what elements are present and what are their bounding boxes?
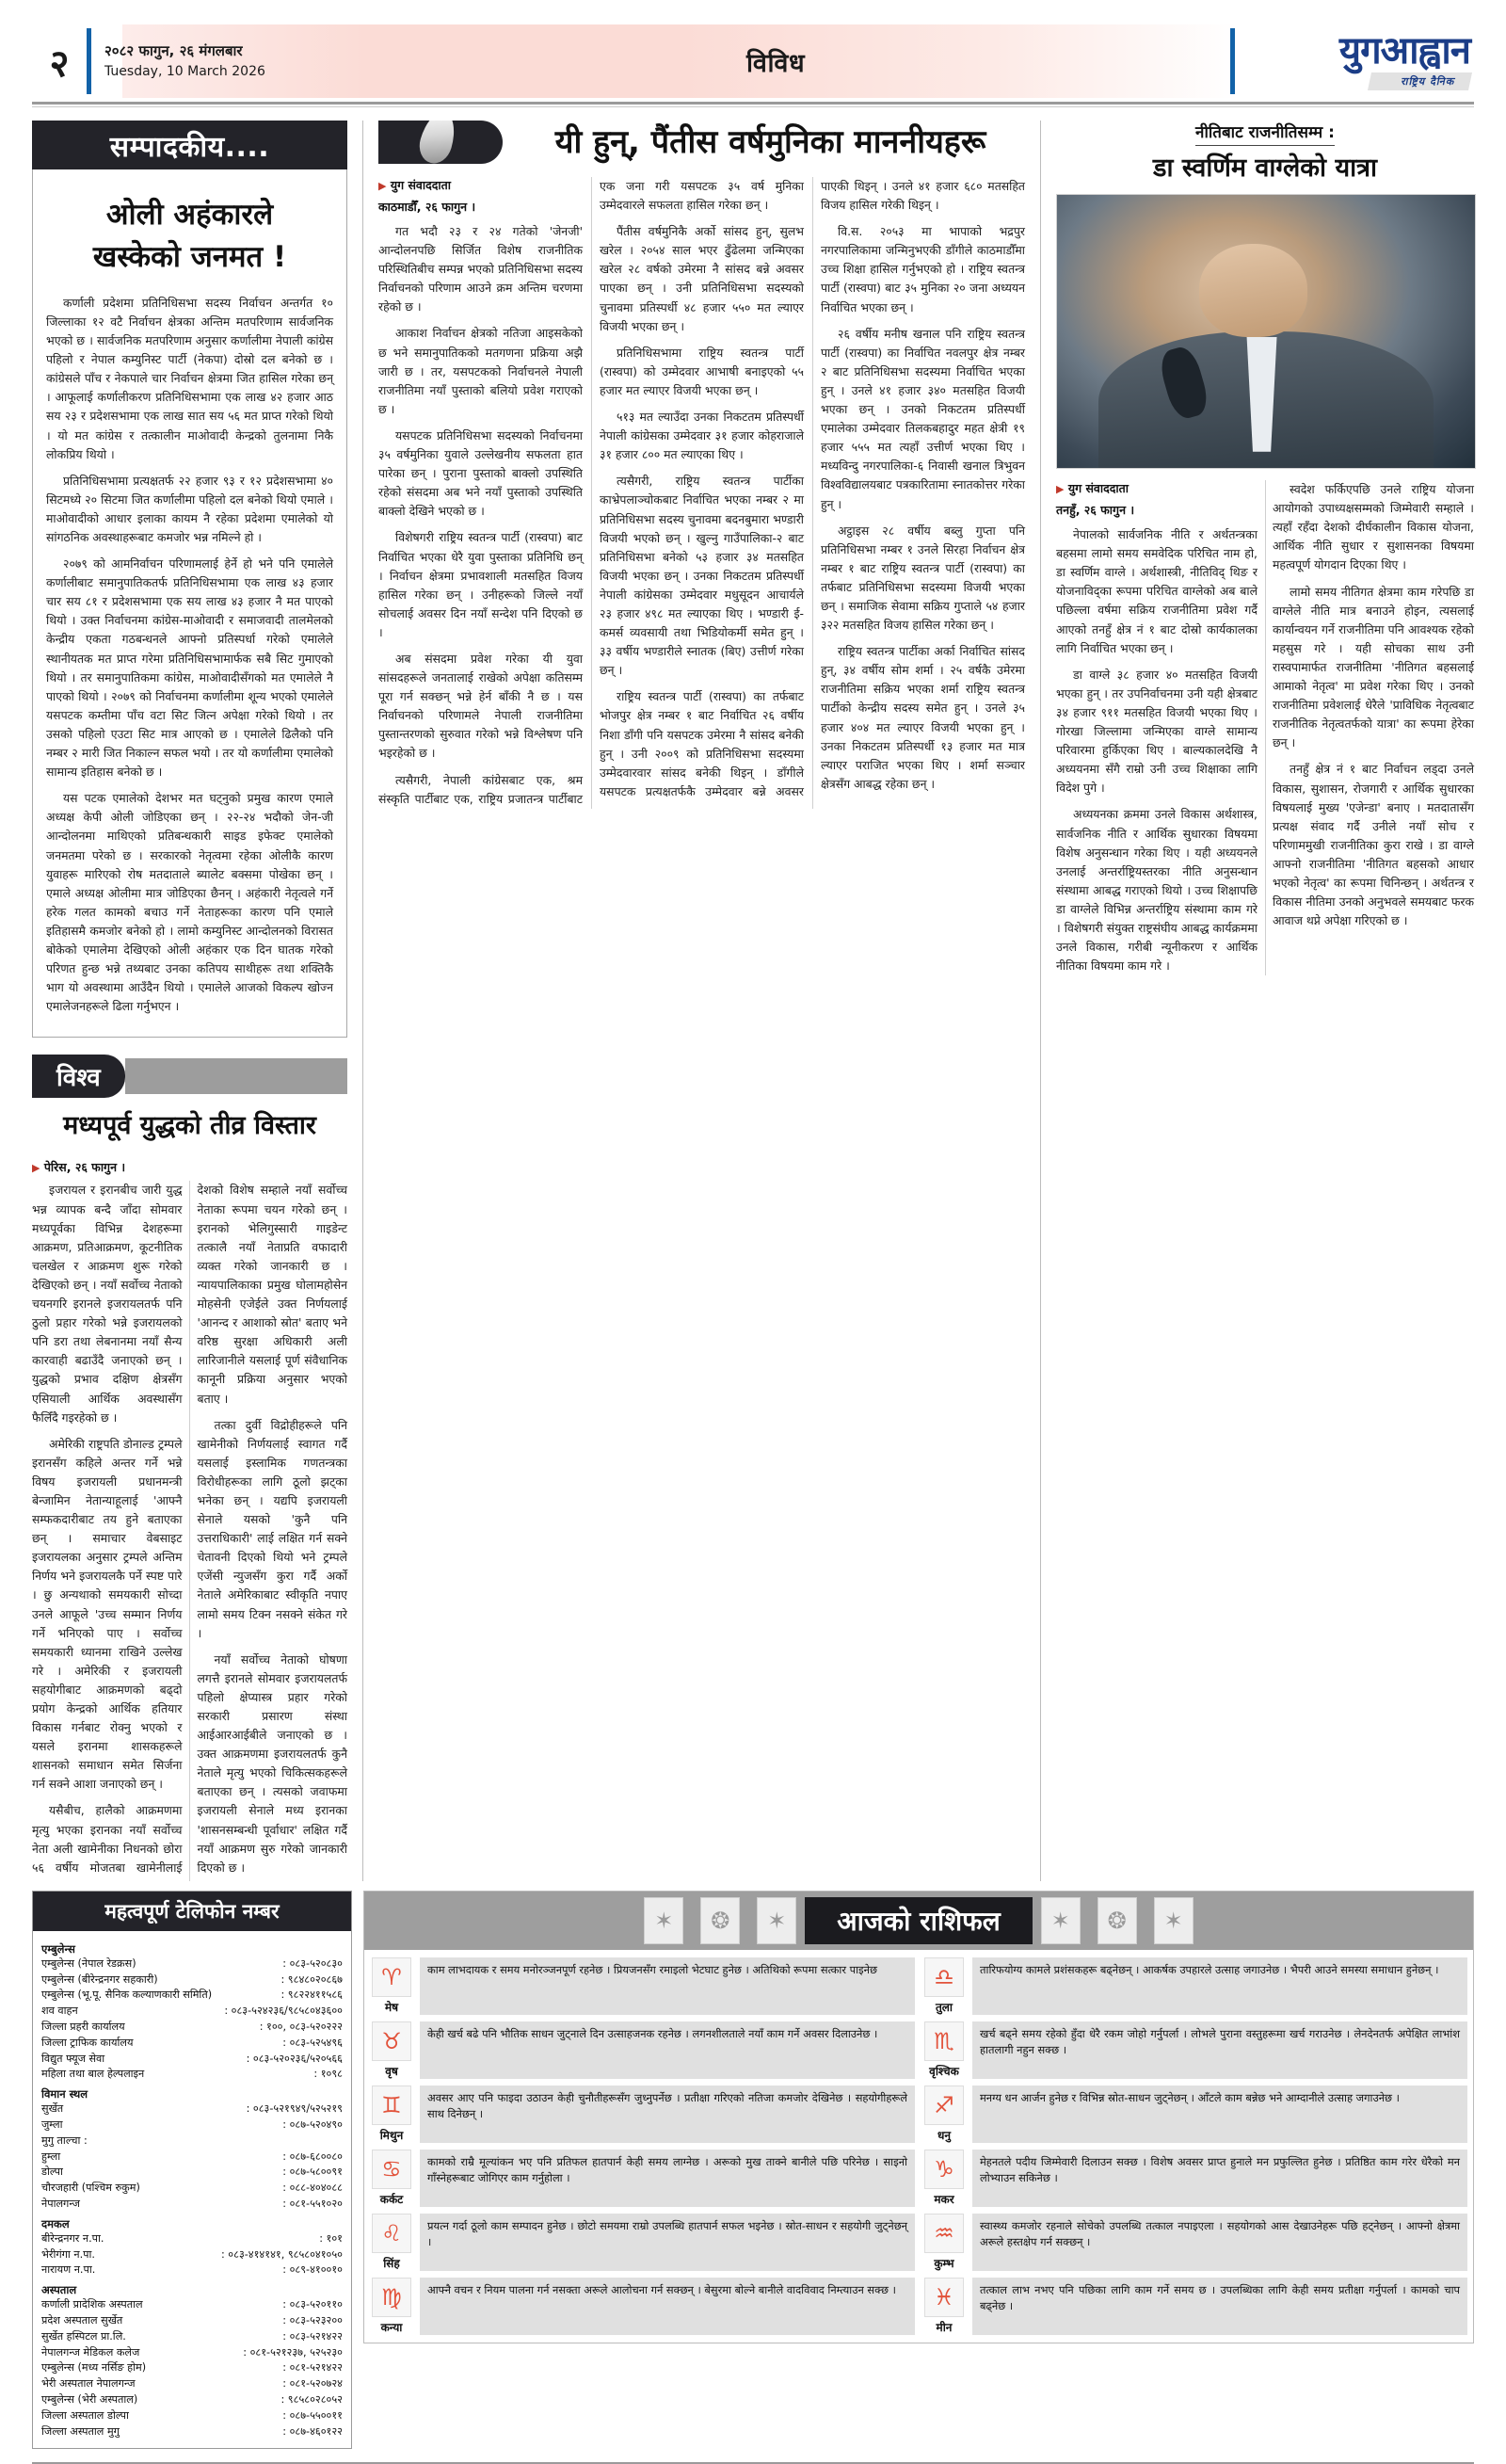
logo-tagline: राष्ट्रिय दैनिक [1368,72,1472,90]
lead-paragraph: राष्ट्रिय स्वतन्त्र पार्टी (रास्वपा) का तर्फबाट भोजपुर क्षेत्र नम्बर १ बाट निर्वाचित २६ वर्षीय निशा डाँगी पनि यसपटक उमेरमा नै सांसद बनेकी हुन् । उनी २००९ को प्रतिनिधिसभा सदस्यमा उम्मेदवारवार सांसद बनेकी थिइन् । डाँगीले यसपटक प्रत्यक्षतर्फकै उम्मेदवार बन्ने अवसर पाएकी थिइन् । उनले ४१ हजार ६८० मतसहित विजय हासिल गरेकी थिइन् । [600,179,1025,798]
bullet-icon: ▶ [32,1162,40,1175]
lead-paragraph: प्रतिनिधिसभामा राष्ट्रिय स्वतन्त्र पार्टी (रास्वपा) को उम्मेदवार आभाषी बनाइएको ५५ हजार मत ल्याएर विजयी भएका छन् । [600,345,804,397]
zodiac-sign-name: मिथुन [379,2128,404,2142]
telephone-number: : ०८७-५५००११ [282,2408,343,2422]
middle-column [363,121,1041,1881]
telephone-name: प्रदेश अस्पताल सुर्खेत [41,2314,123,2327]
telephone-directory-box [32,1891,352,2450]
horoscope-text: आफ्नै वचन र नियम पालना गर्न नसक्ता अरूले आलोचना गर्न सक्छन् । बेसुरमा बोल्ने बानीले वादविवाद निम्त्याउन सक्छ । [420,2278,915,2335]
world-paragraph: तत्का दुर्वी विद्रोहीहरूले पनि खामेनीको निर्णयलाई स्वागत गर्दै यसलाई इस्लामिक गणतन्त्रका विरोधीहरूका लागि ठूलो झट्का भनेका छन् । यद्यपि इजरायली सेनाले यसकाे 'कुनै पनि उत्तराधिकारी' लाई लक्षित गर्न सक्ने चेतावनी दिएको थियो भने ट्रम्पले एजेंसी न्युजसँग कुरा गर्दै अर्को नेताले अमेरिकाबाट स्वीकृति नपाए लामो समय टिक्न नसक्ने संकेत गरे । [197,1417,347,1640]
telephone-number: : ०८१-५५१०२० [282,2198,343,2211]
left-column [32,121,363,1881]
date-english: Tuesday, 10 March 2026 [104,63,265,79]
lead-paragraph: त्यसैगरी, राष्ट्रिय स्वतन्त्र पार्टीका काभ्रेपलाञ्चोकबाट निर्वाचित भएका नम्बर २ मा प्रतिनिधिसभा सदस्य चुनावमा बदनबुमारा भण्डारी विजयी भएको छन् । खुल्नु गाउँपालिका-२ बाट प्रतिनिधिसभा बनेकाे ५३ हजार ३४ मतसहित विजयी भएका छन् । उनका निकटतम प्रतिस्पर्धी नेपाली कांग्रेसका उम्मेदवार मधुसूदन आचार्यले २३ हजार ४९८ मत ल्याएका थिए । भण्डारी ई-कमर्स व्यवसायी तथा भिडियोकर्मी समेत हुन् । ३३ वर्षीय भण्डारीले स्नातक (बिए) उत्तीर्ण गरेका छन् । [600,474,804,678]
telephone-name: सुर्खेत [41,2102,64,2116]
telephone-name: चौरजहारी (पश्चिम रुकुम) [41,2182,140,2195]
telephone-row [41,1973,343,1989]
zodiac-sign [370,2278,413,2335]
section-title: विविध [745,48,806,78]
telephone-row [41,2408,343,2424]
zodiac-sign-name: मीन [936,2320,953,2334]
masthead-rule-thin [32,106,1474,107]
horoscope-text: केही खर्च बढे पनि भौतिक साधन जुट्नाले दिन उत्साहजनक रहनेछ । लगनशीलताले नयाँ काम गर्ने अवसर दिलाउनेछ । [420,2021,915,2079]
editorial-paragraph: प्रतिनिधिसभामा प्रत्यक्षतर्फ २२ हजार ९३ र १२ प्रदेशसभामा ४० सिटमध्ये २० सिटमा जित कर्णालीमा पहिलो दल बनेको थियो एमाले । माओवादीको आधार इलाका कायम नै रहेका प्रदेशमा एमालेको यो सांगठनिक अवस्थाहरूबाट कमजोर भन्न नमिल्ने हो । [46,473,333,544]
horoscope-item [370,2150,915,2207]
telephone-number: : ९८४८०२०८६७ [280,1973,343,1986]
telephone-name: नारायण न.पा. [41,2263,96,2277]
telephone-row [41,2020,343,2036]
right-column [1041,121,1474,1881]
horoscope-grid [364,1950,1473,2343]
telephone-name: मुगु ताल्चा : [41,2134,88,2147]
zodiac-sign-name: सिंह [383,2256,400,2270]
zodiac-sign [370,2086,413,2143]
horoscope-text: स्वास्थ्य कमजोर रहनाले सोचेको उपलब्धि तत्काल नपाइएला । सहयोगको आस देखाउनेहरू पछि हट्नेछन् । आफ्नो क्षेत्रमा अरूले हस्तक्षेप गर्न सक्छन् । [972,2214,1467,2271]
taurus-icon: ♉ [372,2021,411,2061]
telephone-number: : ०८१-५२०७२४ [282,2377,343,2391]
flame-ornament-icon [378,121,503,164]
feature-paragraph: नेपालको सार्वजनिक नीति र अर्थतन्त्रका बहसमा लामो समय समवेदिक परिचित नाम हो, डा स्वर्णिम वाग्ले । अर्थशास्त्री, नीतिविद् थिङ र योजनाविद्का रूपमा परिचित वाग्लेको अब बाले पछिल्ला वर्षमा सक्रिय राजनीतिमा प्रवेश गर्दै आएको तनहुँ क्षेत्र नं १ बाट दोस्रो कार्यकालका लागि निर्वाचित भएका छन् । [1056,527,1258,655]
telephone-number: : ०८३-५२०८३० [282,1957,343,1970]
date-nepali: २०८२ फागुन, २६ मंगलबार [104,42,243,60]
bullet-icon: ▶ [378,180,387,192]
feature-headline: डा स्वर्णिम वाग्लेको यात्रा [1153,153,1377,183]
horoscope-text: तत्काल लाभ नभए पनि पछिका लागि काम गर्ने समय छ । उपलब्धिका लागि केही समय प्रतीक्षा गर्नुपर्ला । कामको चाप बढ्नेछ । [972,2278,1467,2335]
leo-icon: ♌ [372,2214,411,2253]
telephone-number: : ०८८-४०४०८८ [282,2182,343,2195]
telephone-number: : ०८१-५२१२३७, ५२५२३० [243,2345,343,2359]
telephone-number: : ९८२२४११५८६ [280,1989,343,2002]
telephone-row [41,2247,343,2263]
logo-wordmark: युगआह्वान [1338,29,1470,72]
telephone-row [41,1988,343,2004]
lead-byline [378,177,583,193]
zodiac-sign-name: तुला [935,2000,953,2014]
pisces-icon: ♓ [924,2278,964,2317]
telephone-category: दमकल [41,2216,70,2230]
zodiac-sign-name: वृष [385,2064,398,2078]
telephone-row [41,2313,343,2329]
telephone-row [41,2118,343,2134]
world-article-body [32,1181,347,1880]
horoscope-item [922,2150,1467,2207]
mandala-ornament-icon: ✶ [644,1897,683,1944]
telephone-row [41,2004,343,2020]
horoscope-header [364,1892,1473,1950]
telephone-row [41,2052,343,2068]
telephone-number: : ०८९-४१००१० [282,2263,343,2277]
telephone-row [41,2376,343,2392]
telephone-name: बीरेन्द्रनगर न.पा. [41,2231,104,2245]
telephone-number: : १०९८ [313,2068,343,2081]
portrait-head [1199,244,1307,337]
telephone-number: : ०८७-५२०४९० [282,2118,343,2132]
horoscope-column-left [370,1957,915,2335]
zodiac-sign [922,2150,966,2207]
editorial-box [32,169,347,1038]
telephone-number: : ०८७-६८००८० [282,2150,343,2163]
horoscope-item [370,1957,915,2015]
world-banner [32,1055,347,1098]
bullet-icon: ▶ [1056,483,1065,496]
telephone-name: एम्बुलेन्स (बीरेन्द्रनगर सहकारी) [41,1973,158,1986]
editorial-paragraph: कर्णाली प्रदेशमा प्रतिनिधिसभा सदस्य निर्वाचन अन्तर्गत १० जिल्लाका १२ वटै निर्वाचन क्षेत्रका अन्तिम मतपरिणाम सार्वजनिक भएको छ । सार्वजनिक मतपरिणाम अनुसार कर्णालीमा नेपाली कांग्रेस पहिलो र नेपाल कम्युनिस्ट पार्टी (नेकपा) दोस्रो दल बनेको छ । कांग्रेसले पाँच र नेकपाले चार निर्वाचन क्षेत्रमा जित हासिल गरेका छन् । आफूलाई कर्णालीकरण प्रतिनिधिसभामा एक लाख ४२ हजार आठ सय २३ र प्रदेशसभामा एक लाख सात सय ५६ मत प्राप्त गरेको थियो । यो मत कांग्रेस र तत्कालीन माओवादी केन्द्रको तुलनामा निकै लोकप्रिय थियो । [46,295,333,461]
telephone-name: एम्बुलेन्स (भू.पू. सैनिक कल्याणकारी समिति) [41,1989,213,2002]
world-paragraph: इजरायल र इरानबीच जारी युद्ध भन्न व्यापक बन्दै जाँदा सोमवार मध्यपूर्वका विभिन्न देशहरूमा आक्रमण, प्रतिआक्रमण, कूटनीतिक चलखेल र आक्रमण शुरू गरेको देखिएको छन् । नयाँ सर्वोच्च नेताको चयनगरि इरानले इजरायलतर्फ पनि ठुलो प्रहार गरेको भन्ने इजरायलको पनि डरा तथा लेबनानमा नयाँ सैन्य कारवाही बढाउँदै जनाएको छन् । युद्धको प्रभाव दक्षिण क्षेत्रसँग एसियाली आर्थिक अवस्थासँग फैलिँदै गइरहेको छ । [32,1183,183,1425]
world-dateline [32,1159,347,1175]
capricorn-icon: ♑ [924,2150,964,2189]
telephone-name: नेपालगन्ज मेडिकल कलेज [41,2345,140,2359]
zodiac-sign [370,1957,413,2015]
telephone-name: सुर्खेत हस्पिटल प्रा.लि. [41,2329,126,2343]
horoscope-text: मेहनतले पदीय जिम्मेवारी दिलाउन सक्छ । विशेष अवसर प्राप्त हुनाले मन प्रफुल्लित हुनेछ । प्रतिष्ठित काम गरेर धेरैको मन लोभ्याउन सकिनेछ । [972,2150,1467,2207]
zodiac-sign [370,2150,413,2207]
telephone-row [41,2424,343,2440]
feature-portrait-photo [1056,194,1476,469]
telephone-number: : ०८७-५८००९१ [282,2166,343,2179]
mandala-ornament-icon: ✶ [1154,1897,1194,1944]
telephone-number: : ०८१-५२१४२२ [282,2361,343,2375]
editorial-headline [46,194,333,279]
editorial-headline-line2: खस्केको जनमत ! [92,239,287,274]
mandala-ornament-icon: ❂ [700,1897,740,1944]
zodiac-sign [922,1957,966,2015]
zodiac-sign-name: कर्कट [379,2192,404,2206]
world-headline: मध्यपूर्व युद्धको तीव्र विस्तार [63,1111,316,1141]
telephone-name: नेपालगन्ज [41,2198,80,2211]
horoscope-item [922,1957,1467,2015]
newspaper-page [0,24,1506,2438]
telephone-row [41,2165,343,2181]
editorial-banner: सम्पादकीय.... [32,121,347,169]
lead-paragraph: ५१३ मत ल्याउँदा उनका निकटतम प्रतिस्पर्धी नेपाली कांग्रेसका उम्मेदवार ३१ हजार कोहराजाले ३१ हजार ८०० मत ल्याएका थिए । [600,410,804,462]
zodiac-sign [922,2086,966,2143]
telephone-number: : ०८३-५२३२०० [282,2314,343,2327]
telephone-number: : ०८३-५२५४९६ [282,2036,343,2049]
lead-byline-text: युग संवाददाता [390,178,451,192]
telephone-number: : १००, ०८३-५२०२२२ [259,2021,343,2034]
telephone-number: : ०८७-४६०१२२ [282,2424,343,2438]
zodiac-sign [922,2021,966,2079]
lead-paragraph: यसपटक प्रतिनिधिसभा सदस्यको निर्वाचनमा ३५ वर्षमुनिका युवाले उल्लेखनीय सफलता हात पारेका छन् । पुराना पुस्ताको बाक्लो उपस्थिति रहेको संसदमा अब भने नयाँ पुस्ताको उपस्थिति बाक्लो देखिने भएको छ । [378,427,583,519]
telephone-box-title: महत्वपूर्ण टेलिफोन नम्बर [33,1892,351,1931]
lead-paragraph: गत भदौ २३ र २४ गतेको 'जेनजी' आन्दोलनपछि सिर्जित विशेष राजनीतिक परिस्थितिबीच सम्पन्न भएको प्रतिनिधिसभा सदस्य निर्वाचनको परिणाम आउने क्रम अन्तिम चरणमा रहेको छ । [378,224,583,314]
world-banner-bar [125,1058,347,1094]
telephone-row [41,2360,343,2376]
telephone-list [33,1931,351,2449]
telephone-number: : ०८३-४१४१४१, ९८५८०४१०५० [220,2247,343,2261]
zodiac-sign [370,2021,413,2079]
lead-paragraph: त्यसैगरी, नेपाली कांग्रेसबाट एक, श्रम संस्कृति पार्टीबाट एक, राष्ट्रिय प्रजातन्त्र पार्टीबाट एक जना गरी यसपटक ३५ वर्ष मुनिका उम्मेदवारले सफलता हासिल गरेका छन् । [378,179,804,806]
telephone-row [41,2329,343,2345]
telephone-number: : ९८५८०२८०५२ [280,2392,343,2406]
lead-paragraph: वि.स. २०५३ मा भापाको भद्रपुर नगरपालिकामा जन्मिनुभएकी डाँगीले काठमाडौँमा उच्च शिक्षा हासिल गर्नुभएको हो । राष्ट्रिय स्वतन्त्र पार्टी (रास्वपा) बाट ३५ मुनिका २० जना अध्ययन निर्वाचित भएका छन् । [821,224,1025,314]
horoscope-text: खर्च बढ्ने समय रहेको हुँदा धेरै रकम जोहो गर्नुपर्ला । लोभले पुराना वस्तुहरूमा खर्च गराउनेछ । लेनदेनतर्फ अपेक्षित लाभांश हातलागी नहुन सक्छ । [972,2021,1467,2079]
world-paragraph: अमेरिकी राष्ट्रपति डोनाल्ड ट्रम्पले इरानसँग कहिले अन्तर गर्ने भन्ने विषय इजरायली प्रधानमन्त्री बेन्जामिन नेतान्याहूलाई 'आफ्नै सम्फकदारीबाट तय हुने बताएका छन् । समाचार वेबसाइट इजरायलका अनुसार ट्रम्पले अन्तिम निर्णय भने इजरायलकै पर्ने स्पष्ट पारे । छु अन्यथाको समयकारी सोच्दा उनले आफूले 'उच्च सम्मान निर्णय गर्ने भनिएको पाए । सर्वोच्च समयकारी ध्यानमा राखिने उल्लेख गरे । अमेरिकी र इजरायली सहयोगीबाट आक्रमणको बढ्दो प्रयोग केन्द्रको आर्थिक हतियार विकास गर्नबाट रोक्नु भएको र यसले इरानमा शासकहरूले शासनको समाधान समेत सिर्जना गर्न सक्ने आशा जनाएको छन् । [32,1436,183,1792]
telephone-number: : ०८३-५२१४२२ [282,2329,343,2343]
lead-paragraph: विशेषगरी राष्ट्रिय स्वतन्त्र पार्टी (रास्वपा) बाट निर्वाचित भएका धेरै युवा पुस्ताका प्रतिनिधि छन् । निर्वाचन क्षेत्रमा प्रभावशाली मतसहित विजय हासिल गरेका छन् । उनीहरूको जिल्ले नयाँ सोचलाई अवसर दिन नयाँ सन्देश पनि दिएको छ । [378,530,583,639]
lead-dateline: काठमाडौँ, २६ फागुन । [378,200,476,214]
lead-paragraph: आकाश निर्वाचन क्षेत्रको नतिजा आइसकेको छ भने समानुपातिकको मतगणना प्रक्रिया अझै जारी छ । तर, यसपटकको निर्वाचनले नेपाली राजनीतिमा नयाँ पुस्ताको बलियो प्रवेश गराएको छ । [378,326,583,416]
editorial-section [32,121,347,1038]
lead-paragraph: २६ वर्षीय मनीष खनाल पनि राष्ट्रिय स्वतन्त्र पार्टी (रास्वपा) का निर्वाचित नवलपुर क्षेत्र नम्बर २ बाट प्रतिनिधिसभा सदस्यमा निर्वाचित भएका हुन् । उनले ४१ हजार ३४० मतसहित विजयी भएका छन् । उनको निकटतम प्रतिस्पर्धी एमालेका उम्मेदवार तिलकबहादुर महत क्षेत्री १९ हजार ५५५ मत त्यहाँ उत्तीर्ण भएका थिए । मध्यविन्दु नगरपालिका-६ निवासी खनाल त्रिभुवन विश्वविद्यालयबाट पत्रकारितामा स्नातकोत्तर गरेका हुन् । [821,326,1025,511]
mandala-ornament-icon: ❂ [1097,1897,1137,1944]
telephone-name: जिल्ला अस्पताल डोल्पा [41,2408,129,2422]
cancer-icon: ♋ [372,2150,411,2189]
horoscope-item [370,2278,915,2335]
zodiac-sign-name: कन्या [380,2320,403,2334]
horoscope-item [370,2086,915,2143]
telephone-name: भेरीगंगा न.पा. [41,2247,95,2261]
telephone-row [41,2181,343,2197]
world-paragraph: यसैबीच, हालैको आक्रमणमा मृत्यु भएका इरानका नयाँ सर्वोच्च नेता अली खामेनीका निधनको छोरा ५६ वर्षीय मोजतबा खामेनीलाई देशको विशेष सम्हाले नयाँ सर्वोच्च नेताका रूपमा चयन गरेको छन् । इरानको भेलिगुस्सारी गाइडेन्ट तत्कालै नयाँ नेताप्रति वफादारी व्यक्त गरेको जानकारी छ । न्यायपालिकाका प्रमुख घोलामहोसेन मोहसेनी एजेईले उक्त निर्णयलाई 'आनन्द र आशाको स्रोत' बताए भने वरिष्ठ सुरक्षा अधिकारी अली लारिजानीले यसलाई पूर्ण संवैधानिक कानूनी प्रक्रिया अनुसार भएको बताए । [32,1183,347,1875]
virgo-icon: ♍ [372,2278,411,2317]
sagittarius-icon: ♐ [924,2086,964,2125]
feature-kicker: नीतिबाट राजनीतिसम्म : [1195,121,1335,146]
telephone-category: विमान स्थल [41,2087,88,2102]
telephone-name: जिल्ला अस्पताल मुगु [41,2424,120,2438]
telephone-row [41,2392,343,2408]
horoscope-text: मनग्य धन आर्जन हुनेछ र विभिन्न स्रोत-साधन जुट्नेछन् । आँटले काम बन्नेछ भने आम्दानीले उत्साह जगाउनेछ । [972,2086,1467,2143]
feature-paragraph: लामो समय नीतिगत क्षेत्रमा काम गरेपछि डा वाग्लेले नीति मात्र बनाउने होइन, त्यसलाई कार्यान्वयन गर्ने राजनीतिमा पनि आवश्यक रहेको महसुस गरे । यही सोचका साथ उनी रास्वपामार्फत राजनीतिमा 'नीतिगत बहसलाई आमाको नेतृत्व' मा प्रवेश गरेका थिए । उनको राजनीतिमा प्रवेशलाई धेरैले 'प्राविधिक नेतृत्वबाट राजनीतिक नेतृत्वतर्फको यात्रा' का रूपमा हेरेका छन् । [1273,584,1474,750]
horoscope-item [922,2214,1467,2271]
horoscope-box [363,1891,1474,2343]
feature-paragraph: तनहुँ क्षेत्र नं १ बाट निर्वाचन लड्दा उनले विकास, सुशासन, रोजगारी र आर्थिक सुधारका विषयलाई मुख्य 'एजेन्डा' बनाए । मतदातासँग प्रत्यक्ष संवाद गर्दै उनीले नयाँ सोच र परिणाममुखी राजनीतिका कुरा राखे । डा वाग्ले आफ्नो राजनीतिमा 'नीतिगत बहसको आधार भएको नेतृत्व' का रूपमा चिनिन्छन् । अर्थतन्त्र र विकास नीतिमा उनको अनुभवले समयबाट फरक आवाज थप्ने अपेक्षा गरिएको छ । [1273,762,1474,928]
aquarius-icon: ♒ [924,2214,964,2253]
telephone-name: जिल्ला प्रहरी कार्यालय [41,2021,125,2034]
horoscope-item [370,2021,915,2079]
feature-byline [1056,480,1258,496]
world-dateline-text: पेरिस, २६ फागुन । [43,1160,126,1175]
horoscope-title: आजको राशिफल [805,1897,1032,1944]
telephone-number: : ०८३-५२४२३६/९८५८०४३६०० [224,2005,343,2018]
telephone-name: जुम्ला [41,2118,63,2132]
telephone-row [41,2297,343,2313]
lead-paragraph: पैंतीस वर्षमुनिकै अर्को सांसद हुन्, सुलभ खरेल । २०५४ साल भएर ढुँढेलमा जन्मिएका खरेल २८ वर्षको उमेरमा नै सांसद बन्ने अवसर पाएका छन् । उनी प्रतिनिधिसभा सदस्यको चुनावमा प्रतिस्पर्धी ४८ हजार ५५० मत ल्याएर विजयी भएका छन् । [600,224,804,333]
telephone-name: जिल्ला ट्राफिक कार्यालय [41,2036,134,2049]
telephone-name: हुम्ला [41,2150,61,2163]
zodiac-sign [370,2214,413,2271]
telephone-category: एम्बुलेन्स [41,1941,75,1956]
world-paragraph: नयाँ सर्वोच्च नेताको घोषणा लगत्तै इरानले सोमवार इजरायलतर्फ पहिलो क्षेप्यास्त्र प्रहार गरेको सरकारी प्रसारण संस्था आईआरआईबीले जनाएको छ । उक्त आक्रमणमा इजरायलतर्फ कुनै नेताले मृत्यु भएको चिकित्सकहरूले बताएका छन् । त्यसको जवाफमा इजरायली सेनाले मध्य इरानका 'शासनसम्बन्धी पूर्वाधार' लक्षित गर्दै नयाँ आक्रमण सुरु गरेको जानकारी दिएको छ । [197,1651,347,1875]
zodiac-sign [922,2278,966,2335]
telephone-number: : ०८३-५२१९४९/५२५२१९ [246,2102,343,2116]
telephone-row [41,1957,343,1973]
world-section [32,1055,347,1881]
telephone-number [337,2134,343,2150]
zodiac-sign-name: मकर [934,2192,954,2206]
world-banner-label: विश्व [32,1055,125,1098]
lead-paragraph: राष्ट्रिय स्वतन्त्र पार्टीका अर्का निर्वाचित सांसद हुन्, ३४ वर्षीय सोम शर्मा । २५ वर्षकै उमेरमा राजनीतिमा सक्रिय भएका शर्मा राष्ट्रिय स्वतन्त्र पार्टीको केन्द्रीय सदस्य समेत हुन् । उनले ३५ हजार ४०४ मत ल्याएर विजयी भएका हुन् । उनका निकटतम प्रतिस्पर्धी १३ हजार मत मात्र ल्याएर पराजित भएका थिए । शर्मा सञ्चार क्षेत्रसँग आबद्ध रहेका छन् । [821,644,1025,791]
telephone-row [41,2231,343,2247]
telephone-row [41,2134,343,2150]
horoscope-column-right [922,1957,1467,2335]
feature-paragraph: स्वदेश फर्किएपछि उनले राष्ट्रिय योजना आयोगको उपाध्यक्षसम्मको जिम्मेवारी सम्हाले । त्यहाँ रहँदा देशको दीर्घकालीन विकास योजना, आर्थिक नीति सुधार र सुशासनका विषयमा महत्वपूर्ण योगदान दिएका थिए । [1273,482,1474,572]
telephone-row [41,2102,343,2118]
editorial-headline-line1: ओली अहंकारले [105,198,274,232]
telephone-name: एम्बुलेन्स (मध्य नर्सिङ होम) [41,2361,147,2375]
editorial-paragraph: यस पटक एमालेको देशभर मत घट्नुको प्रमुख कारण एमाले अध्यक्ष केपी ओली जोडिएका छन् । २२-२४ भदौको जेन-जी आन्दोलनमा माथिएको प्रतिबन्धकारी साइड इफेक्ट एमालेको जनमतमा परेको छ । सरकारको नेतृत्वमा रहेका ओलीकै कारण युवाहरू मारिएको रोष मतदाताले ब्यालेट बक्समा पोखेका छन् । एमाले अध्यक्ष ओलीमा मात्र जोडिएका छैनन् । अहंकारी नेतृत्वले गर्ने हरेक गलत कामको बचाउ गर्ने नेताहरूका कारण पनि एमाले इतिहासमै कमजोर बनेको हो । लामो कम्युनिस्ट आन्दोलनको विरासत बोकेको एमालेमा देखिएको ओली अहंकार एक दिन घातक गरेको परिणत हुन्छ भन्ने तथ्यबाट उनका कतिपय साथीहरू तथा शक्तिकै भाग यो अवस्थामा आउँदैन थियो । एमालेले आजको विकल्प खोज्न एमालेजनहरूले ढिला गर्नुभएन । [46,791,333,1014]
zodiac-sign-name: वृश्चिक [929,2064,959,2078]
masthead-rule [32,102,1474,105]
horoscope-text: प्रयत्न गर्दा ठूलो काम सम्पादन हुनेछ । छोटो समयमा राम्रो उपलब्धि हातपार्न सफल भइनेछ । स्रोत-साधन र सहयोगी जुट्नेछन् । [420,2214,915,2271]
telephone-row [41,2036,343,2052]
telephone-number: : ०८३-५२०११० [282,2298,343,2311]
telephone-name: डोल्पा [41,2166,63,2179]
scorpio-icon: ♏ [924,2021,964,2061]
telephone-name: शव वाहन [41,2005,78,2018]
zodiac-sign-name: धनु [937,2128,952,2142]
zodiac-sign-name: मेष [384,2000,399,2014]
telephone-name: महिला तथा बाल हेल्पलाइन [41,2068,145,2081]
feature-article-body [1056,480,1474,975]
horoscope-item [922,2086,1467,2143]
masthead-date-block [91,24,321,98]
bottom-row [32,1891,1474,2450]
telephone-number: : १०१ [319,2231,343,2245]
aries-icon: ♈ [372,1957,411,1997]
horoscope-item [922,2278,1467,2335]
horoscope-item [922,2021,1467,2079]
telephone-row [41,2263,343,2279]
lead-headline: यी हुन्, पैंतीस वर्षमुनिका माननीयहरू [554,122,986,161]
telephone-row [41,2067,343,2083]
telephone-row [41,2345,343,2361]
horoscope-text: अवसर आए पनि फाइदा उठाउन केही चुनौतीहरूसँग जुध्नुपर्नेछ । प्रतीक्षा गरिएको नतिजा कमजोर देखिनेछ । सहयोगीहरूले साथ दिनेछन् । [420,2086,915,2143]
zodiac-sign-name: कुम्भ [934,2256,954,2270]
masthead [32,24,1474,98]
telephone-name: विद्युत फ्यूज सेवा [41,2052,105,2065]
telephone-number: : ०८३-५२०२३६/५२०५६६ [246,2052,343,2065]
telephone-name: एम्बुलेन्स (नेपाल रेडक्रस) [41,1957,136,1970]
feature-paragraph: अध्ययनका क्रममा उनले विकास अर्थशास्त्र, सार्वजनिक नीति र आर्थिक सुधारका विषयमा विशेष अनुसन्धान गरेका थिए । यही अध्ययनले उनलाई अन्तर्राष्ट्रियस्तरका नीति अनुसन्धान संस्थामा आबद्ध गराएको थियो । उच्च शिक्षापछि डा वाग्लेले विभिन्न अन्तर्राष्ट्रिय संस्थामा काम गरे । विशेषगरी संयुक्त राष्ट्रसंघीय आबद्ध कार्यक्रममा उनले विकास, गरीबी न्यूनीकरण र आर्थिक नीतिका विषयमा काम गरे । [1056,807,1258,974]
page-body [32,121,1474,1881]
telephone-row [41,2150,343,2166]
editorial-paragraph: २०७९ को आमनिर्वाचन परिणामलाई हेर्ने हो भने पनि एमालेले कर्णालीबाट समानुपातिकतर्फ प्रतिनिधिसभामा एक लाख ४३ हजार चार सय ८१ र प्रदेशसभामा एक सय लाख ४३ हजार नै मत पाएको थियो । उक्त निर्वाचनमा कांग्रेस-माओवादी र समाजवादी तालमेलको केन्द्रीय एकता गठबन्धनले आफ्नो प्रतिस्पर्धा गरेको एमालेले स्थानीयतक मत प्राप्त गरेमा प्रतिनिधिसभामार्फक सबै सिट गुमाएको थियो । तर समानुपातिकमा कांग्रेस, माओवादीसँगको मत एमालेले नै पाएको थियो । २०७९ को निर्वाचनमा कर्णालीमा शून्य भएको एमालेले यसपटक कम्तीमा पाँच वटा सिट जित्न अपेक्षा गरेको थियो । तर उसको पहिलो एउटा सिट मात्र आएको छ । एमालेले ढिलैको पनि नम्बर २ मारी जित निकाल्न सफल भयो । तर यो कर्णालीमा एमालेको सामान्य इतिहास बनेको छ । [46,556,333,780]
horoscope-item [370,2214,915,2271]
telephone-category: अस्पताल [41,2283,77,2297]
mandala-ornament-icon: ✶ [1041,1897,1081,1944]
horoscope-text: तारिफयोग्य कामले प्रशंसकहरू बढ्नेछन् । आकर्षक उपहारले उत्साह जगाउनेछ । भैपरी आउने समस्या समाधान हुनेछन् । [972,1957,1467,2015]
lead-article-body [378,177,1025,809]
feature-dateline: तनहुँ, २६ फागुन । [1056,503,1135,518]
lead-paragraph: अट्ठाइस २८ वर्षीय बब्लु गुप्ता पनि प्रतिनिधिसभा नम्बर १ उनले सिरहा निर्वाचन क्षेत्र नम्बर १ बाट राष्ट्रिय स्वतन्त्र पार्टी (रास्वपा) का तर्फबाट प्रतिनिधिसभा सदस्यमा विजयी भएका छन् । समाजिक सेवामा सक्रिय गुप्ताले ५४ हजार ३२२ मतसहित विजय हासिल गरेका छन् । [821,523,1025,633]
horoscope-text: काम लाभदायक र समय मनोरञ्जनपूर्ण रहनेछ । प्रियजनसँग रमाइलो भेटघाट हुनेछ । अतिथिको रूपमा सत्कार पाइनेछ [420,1957,915,2015]
newspaper-logo [1235,24,1474,98]
telephone-name: एम्बुलेन्स (भेरी अस्पताल) [41,2392,138,2406]
horoscope-text: कामको राम्रै मूल्यांकन भए पनि प्रतिफल हातपार्न केही समय लाग्नेछ । अरूको मुख ताक्ने बानीले पछि परिनेछ । साइनो गाँस्नेहरूबाट जोगिएर काम गर्नुहोला । [420,2150,915,2207]
telephone-name: कर्णाली प्रादेशिक अस्पताल [41,2298,143,2311]
gemini-icon: ♊ [372,2086,411,2125]
mandala-ornament-icon: ✶ [757,1897,796,1944]
lead-paragraph: अब संसदमा प्रवेश गरेका यी युवा सांसदहरूले जनतालाई राखेको अपेक्षा कतिसम्म पूरा गर्न सक्छन् भन्ने हेर्न बाँकी नै छ । यस निर्वाचनको परिणामले नेपाली राजनीतिमा पुस्तान्तरणको सुरुवात गरेको भन्ने विश्लेषण पनि भइरहेको छ । [378,651,583,761]
telephone-row [41,2197,343,2213]
zodiac-sign [922,2214,966,2271]
lead-headline-row [378,121,1025,164]
feature-byline-text: युग संवाददाता [1067,481,1129,496]
feature-paragraph: डा वाग्ले ३८ हजार ४० मतसहित विजयी भएका हुन् । तर उपनिर्वाचनमा उनी यही क्षेत्रबाट ३४ हजार ९११ मतसहित विजयी भएका थिए । गोरखा जिल्लामा जन्मिएका वाग्ले सामान्य परिवारमा हुर्किएका थिए । बाल्यकालदेखि नै अध्ययनमा सँगै राम्रो उनी उच्च शिक्षाका लागि विदेश पुगे । [1056,667,1258,796]
page-number: २ [49,41,70,86]
telephone-name: भेरी अस्पताल नेपालगन्ज [41,2377,136,2391]
libra-icon: ♎ [924,1957,964,1997]
